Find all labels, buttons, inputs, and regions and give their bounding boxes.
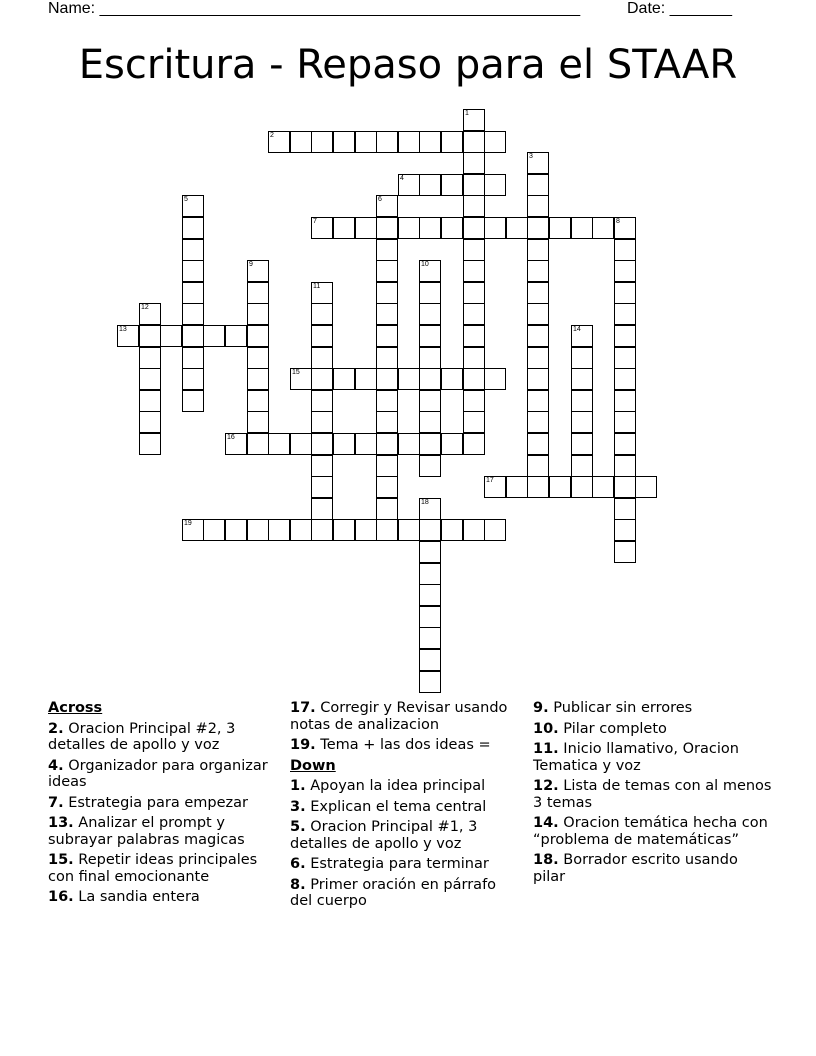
clue-number: 6 (378, 196, 382, 203)
clue-item (290, 700, 522, 733)
clue-item-text: Primer oración en párrafo del cuerpo (290, 876, 497, 909)
crossword-cell[interactable] (571, 217, 593, 239)
clue-number: 7 (313, 218, 317, 225)
clue-item-text: Analizar el prompt y subrayar palabras magicas (48, 815, 245, 848)
crossword-cell[interactable] (419, 303, 441, 325)
crossword-cell[interactable] (247, 390, 269, 412)
crossword-cell[interactable] (614, 455, 636, 477)
crossword-cell[interactable] (592, 217, 614, 239)
crossword-cell[interactable] (333, 131, 355, 153)
crossword-cell[interactable] (376, 390, 398, 412)
crossword-cell[interactable] (139, 303, 161, 325)
crossword-cell[interactable] (614, 433, 636, 455)
clue-item-number: 3. (290, 798, 306, 815)
crossword-cell[interactable] (419, 282, 441, 304)
clue-item-text: Borrador escrito usando pilar (533, 852, 738, 885)
crossword-cell[interactable] (139, 347, 161, 369)
crossword-cell[interactable] (290, 519, 312, 541)
clue-item-number: 4. (48, 757, 64, 774)
crossword-cell[interactable] (527, 455, 549, 477)
clue-item-number: 7. (48, 794, 64, 811)
crossword-cell[interactable] (419, 606, 441, 628)
clue-item (533, 778, 773, 811)
clue-item (290, 737, 522, 754)
crossword-cell[interactable] (419, 649, 441, 671)
crossword-cell[interactable] (463, 260, 485, 282)
crossword-cell[interactable] (463, 174, 485, 196)
date-field-label[interactable]: Date: _______ (627, 0, 732, 17)
clue-item (290, 877, 522, 910)
clue-item (533, 700, 773, 717)
clue-item-number: 17. (290, 700, 316, 716)
clue-item-number: 13. (48, 815, 74, 831)
crossword-cell[interactable] (419, 455, 441, 477)
clue-item (48, 795, 280, 812)
crossword-cell[interactable] (311, 476, 333, 498)
crossword-cell[interactable] (571, 325, 593, 347)
crossword-cell[interactable] (355, 131, 377, 153)
crossword-cell[interactable] (139, 433, 161, 455)
crossword-cell[interactable] (419, 347, 441, 369)
clue-item-text: Repetir ideas principales con final emocionante (48, 852, 258, 885)
crossword-cell[interactable] (441, 433, 463, 455)
crossword-cell[interactable] (225, 325, 247, 347)
crossword-cell[interactable] (182, 390, 204, 412)
crossword-cell[interactable] (527, 303, 549, 325)
clue-number: 11 (313, 283, 321, 290)
crossword-cell[interactable] (182, 217, 204, 239)
crossword-cell[interactable] (268, 519, 290, 541)
crossword-cell[interactable] (376, 325, 398, 347)
clue-number: 12 (141, 304, 149, 311)
clue-item-number: 11. (533, 741, 559, 757)
crossword-cell[interactable] (290, 433, 312, 455)
clue-number: 15 (292, 369, 300, 376)
clue-number: 5 (184, 196, 188, 203)
clue-item-number: 14. (533, 815, 559, 831)
crossword-cell[interactable] (333, 433, 355, 455)
crossword-cell[interactable] (419, 174, 441, 196)
crossword-cell[interactable] (419, 325, 441, 347)
crossword-cell[interactable] (441, 368, 463, 390)
crossword-cell[interactable] (355, 519, 377, 541)
crossword-cell[interactable] (463, 152, 485, 174)
crossword-cell[interactable] (333, 519, 355, 541)
clue-item (48, 758, 280, 791)
clue-section-heading: Down (290, 757, 336, 774)
clue-item (533, 815, 773, 848)
crossword-cell[interactable] (247, 347, 269, 369)
clues-column-1 (48, 700, 280, 910)
crossword-cell[interactable] (419, 519, 441, 541)
crossword-cell[interactable] (139, 390, 161, 412)
crossword-cell[interactable] (268, 131, 290, 153)
clue-number: 3 (529, 153, 533, 160)
clue-item-number: 6. (290, 856, 306, 872)
crossword-cell[interactable] (463, 433, 485, 455)
crossword-cell[interactable] (225, 519, 247, 541)
crossword-cell[interactable] (549, 217, 571, 239)
crossword-cell[interactable] (247, 325, 269, 347)
crossword-cell[interactable] (311, 519, 333, 541)
crossword-cell[interactable] (463, 282, 485, 304)
crossword-cell[interactable] (311, 131, 333, 153)
clue-item-text: Pilar completo (558, 720, 667, 737)
clue-item-number: 5. (290, 819, 306, 835)
crossword-cell[interactable] (355, 368, 377, 390)
crossword-cell[interactable] (139, 368, 161, 390)
clue-item (48, 889, 280, 906)
clue-item-number: 12. (533, 778, 559, 794)
crossword-cell[interactable] (484, 174, 506, 196)
clue-item-text: La sandia entera (73, 889, 200, 905)
crossword-cell[interactable] (139, 411, 161, 433)
crossword-cell[interactable] (463, 411, 485, 433)
crossword-cell[interactable] (398, 519, 420, 541)
crossword-cell[interactable] (419, 584, 441, 606)
crossword-cell[interactable] (247, 411, 269, 433)
crossword-cell[interactable] (463, 303, 485, 325)
crossword-cell[interactable] (182, 239, 204, 261)
crossword-cell[interactable] (527, 476, 549, 498)
crossword-cell[interactable] (247, 303, 269, 325)
crossword-cell[interactable] (419, 563, 441, 585)
crossword-cell[interactable] (182, 347, 204, 369)
crossword-cell[interactable] (398, 174, 420, 196)
crossword-cell[interactable] (311, 217, 333, 239)
crossword-cell[interactable] (376, 217, 398, 239)
crossword-cell[interactable] (549, 476, 571, 498)
crossword-cell[interactable] (376, 368, 398, 390)
crossword-cell[interactable] (463, 195, 485, 217)
crossword-cell[interactable] (506, 476, 528, 498)
clue-item-number: 1. (290, 778, 306, 794)
crossword-cell[interactable] (463, 347, 485, 369)
crossword-cell[interactable] (484, 368, 506, 390)
crossword-cell[interactable] (290, 131, 312, 153)
clue-item (48, 852, 280, 885)
clue-item (48, 815, 280, 848)
crossword-cell[interactable] (333, 217, 355, 239)
crossword-cell[interactable] (419, 541, 441, 563)
crossword-cell[interactable] (419, 498, 441, 520)
crossword-cell[interactable] (614, 282, 636, 304)
clue-item (290, 819, 522, 852)
crossword-cell[interactable] (182, 368, 204, 390)
clue-item (533, 741, 773, 774)
crossword-cell[interactable] (527, 347, 549, 369)
crossword-cell[interactable] (247, 433, 269, 455)
crossword-cell[interactable] (419, 390, 441, 412)
clue-item-number: 9. (533, 700, 549, 716)
crossword-cell[interactable] (419, 217, 441, 239)
crossword-cell[interactable] (182, 303, 204, 325)
clue-item-number: 10. (533, 720, 559, 737)
crossword-cell[interactable] (571, 476, 593, 498)
clue-item-number: 2. (48, 720, 64, 737)
crossword-cell[interactable] (117, 325, 139, 347)
crossword-cell[interactable] (463, 519, 485, 541)
crossword-cell[interactable] (527, 239, 549, 261)
crossword-cell[interactable] (182, 325, 204, 347)
crossword-cell[interactable] (614, 239, 636, 261)
clue-item-number: 19. (290, 737, 316, 753)
clue-number: 14 (573, 326, 581, 333)
clue-number: 16 (227, 434, 235, 441)
crossword-cell[interactable] (311, 347, 333, 369)
crossword-cell[interactable] (614, 325, 636, 347)
page-title: Escritura - Repaso para el STAAR (78, 42, 738, 88)
crossword-cell[interactable] (398, 131, 420, 153)
crossword-cell[interactable] (614, 519, 636, 541)
crossword-cell[interactable] (614, 476, 636, 498)
crossword-cell[interactable] (527, 390, 549, 412)
clue-item-number: 16. (48, 889, 74, 905)
clue-number: 2 (270, 132, 274, 139)
crossword-cell[interactable] (311, 498, 333, 520)
crossword-cell[interactable] (484, 519, 506, 541)
crossword-cell[interactable] (441, 174, 463, 196)
crossword-cell[interactable] (614, 390, 636, 412)
crossword-cell[interactable] (376, 498, 398, 520)
crossword-cell[interactable] (182, 260, 204, 282)
crossword-cell[interactable] (376, 455, 398, 477)
clue-item-text: Estrategia para terminar (305, 856, 489, 872)
clue-item (290, 856, 522, 873)
crossword-cell[interactable] (484, 131, 506, 153)
clue-number: 10 (421, 261, 429, 268)
crossword-cell[interactable] (376, 519, 398, 541)
clue-item (533, 852, 773, 885)
crossword-cell[interactable] (376, 260, 398, 282)
clues-column-3 (533, 700, 773, 889)
crossword-cell[interactable] (419, 627, 441, 649)
crossword-cell[interactable] (203, 325, 225, 347)
crossword-cell[interactable] (614, 347, 636, 369)
crossword-cell[interactable] (311, 368, 333, 390)
crossword-cell[interactable] (527, 282, 549, 304)
clue-item-text: Estrategia para empezar (63, 794, 248, 811)
crossword-cell[interactable] (139, 325, 161, 347)
crossword-cell[interactable] (527, 411, 549, 433)
crossword-cell[interactable] (311, 325, 333, 347)
clue-item-text: Lista de temas con al menos 3 temas (533, 778, 772, 811)
crossword-cell[interactable] (182, 282, 204, 304)
clue-item (48, 721, 280, 754)
crossword-cell[interactable] (376, 195, 398, 217)
crossword-cell[interactable] (247, 260, 269, 282)
crossword-cell[interactable] (311, 433, 333, 455)
clue-item-number: 15. (48, 852, 74, 868)
crossword-cell[interactable] (311, 390, 333, 412)
crossword-cell[interactable] (571, 433, 593, 455)
crossword-cell[interactable] (441, 519, 463, 541)
clue-item-text: Explican el tema central (305, 798, 487, 815)
crossword-cell[interactable] (527, 217, 549, 239)
crossword-cell[interactable] (527, 260, 549, 282)
clue-number: 13 (119, 326, 127, 333)
crossword-cell[interactable] (484, 476, 506, 498)
crossword-cell[interactable] (160, 325, 182, 347)
clue-number: 19 (184, 520, 192, 527)
clue-item-number: 8. (290, 876, 306, 893)
crossword-cell[interactable] (376, 411, 398, 433)
clues-column-2 (290, 700, 522, 914)
clue-number: 17 (486, 477, 494, 484)
crossword-cell[interactable] (182, 519, 204, 541)
crossword-cell[interactable] (376, 131, 398, 153)
clue-number: 9 (249, 261, 253, 268)
crossword-cell[interactable] (463, 109, 485, 131)
crossword-cell[interactable] (311, 303, 333, 325)
crossword-cell[interactable] (247, 368, 269, 390)
crossword-cell[interactable] (441, 217, 463, 239)
crossword-cell[interactable] (419, 131, 441, 153)
crossword-cell[interactable] (527, 195, 549, 217)
crossword-cell[interactable] (182, 195, 204, 217)
crossword-cell[interactable] (571, 368, 593, 390)
clue-item-text: Oracion Principal #1, 3 detalles de apollo y voz (290, 819, 478, 852)
clue-item-text: Oracion temática hecha con “problema de matemáticas” (533, 815, 768, 848)
crossword-cell[interactable] (527, 152, 549, 174)
crossword-cell[interactable] (376, 303, 398, 325)
clue-item (290, 778, 522, 795)
crossword-cell[interactable] (614, 541, 636, 563)
clue-item (290, 799, 522, 816)
crossword-cell[interactable] (376, 433, 398, 455)
crossword-cell[interactable] (592, 476, 614, 498)
crossword-cell[interactable] (247, 282, 269, 304)
crossword-cell[interactable] (463, 131, 485, 153)
crossword-cell[interactable] (614, 368, 636, 390)
crossword-cell[interactable] (571, 455, 593, 477)
crossword-cell[interactable] (463, 325, 485, 347)
crossword-cell[interactable] (355, 217, 377, 239)
crossword-cell[interactable] (571, 347, 593, 369)
crossword-cell[interactable] (463, 368, 485, 390)
clue-number: 1 (465, 110, 469, 117)
crossword-cell[interactable] (527, 368, 549, 390)
crossword-cell[interactable] (355, 433, 377, 455)
clue-item (533, 721, 773, 738)
crossword-cell[interactable] (571, 390, 593, 412)
crossword-cell[interactable] (419, 671, 441, 693)
crossword-cell[interactable] (419, 368, 441, 390)
crossword-cell[interactable] (506, 217, 528, 239)
crossword-cell[interactable] (333, 368, 355, 390)
crossword-cell[interactable] (614, 411, 636, 433)
crossword-cell[interactable] (311, 411, 333, 433)
crossword-cell[interactable] (571, 411, 593, 433)
crossword-cell[interactable] (463, 217, 485, 239)
crossword-cell[interactable] (419, 411, 441, 433)
crossword-cell[interactable] (311, 282, 333, 304)
clue-item-number: 18. (533, 852, 559, 868)
clue-item-text: Corregir y Revisar usando notas de analizacion (290, 700, 508, 733)
crossword-cell[interactable] (527, 174, 549, 196)
crossword-cell[interactable] (398, 217, 420, 239)
crossword-cell[interactable] (376, 347, 398, 369)
crossword-cell[interactable] (419, 260, 441, 282)
crossword-cell[interactable] (203, 519, 225, 541)
crossword-cell[interactable] (311, 455, 333, 477)
crossword-cell[interactable] (635, 476, 657, 498)
crossword-cell[interactable] (376, 239, 398, 261)
crossword-cell[interactable] (527, 433, 549, 455)
crossword-cell[interactable] (441, 131, 463, 153)
clue-item-text: Inicio llamativo, Oracion Tematica y voz (533, 741, 739, 774)
clue-number: 18 (421, 499, 429, 506)
crossword-cell[interactable] (484, 217, 506, 239)
clue-number: 8 (616, 218, 620, 225)
crossword-cell[interactable] (463, 390, 485, 412)
clue-item-text: Apoyan la idea principal (305, 778, 486, 794)
crossword-cell[interactable] (268, 433, 290, 455)
crossword-cell[interactable] (398, 433, 420, 455)
clue-number: 4 (400, 175, 404, 182)
clue-item-text: Publicar sin errores (548, 700, 693, 716)
crossword-cell[interactable] (463, 239, 485, 261)
crossword-cell[interactable] (419, 433, 441, 455)
crossword-cell[interactable] (247, 519, 269, 541)
crossword-cell[interactable] (398, 368, 420, 390)
crossword-cell[interactable] (527, 325, 549, 347)
crossword-cell[interactable] (376, 476, 398, 498)
clue-item-text: Organizador para organizar ideas (48, 757, 268, 790)
clue-item-text: Tema + las dos ideas = (315, 737, 491, 753)
crossword-cell[interactable] (376, 282, 398, 304)
crossword-cell[interactable] (225, 433, 247, 455)
crossword-cell[interactable] (614, 217, 636, 239)
clue-section-heading: Across (48, 700, 103, 716)
name-field-label[interactable]: Name: ______________________________________________________ (48, 0, 581, 17)
crossword-cell[interactable] (614, 498, 636, 520)
crossword-cell[interactable] (614, 260, 636, 282)
crossword-cell[interactable] (290, 368, 312, 390)
crossword-cell[interactable] (614, 303, 636, 325)
clue-item-text: Oracion Principal #2, 3 detalles de apollo y voz (48, 720, 236, 753)
